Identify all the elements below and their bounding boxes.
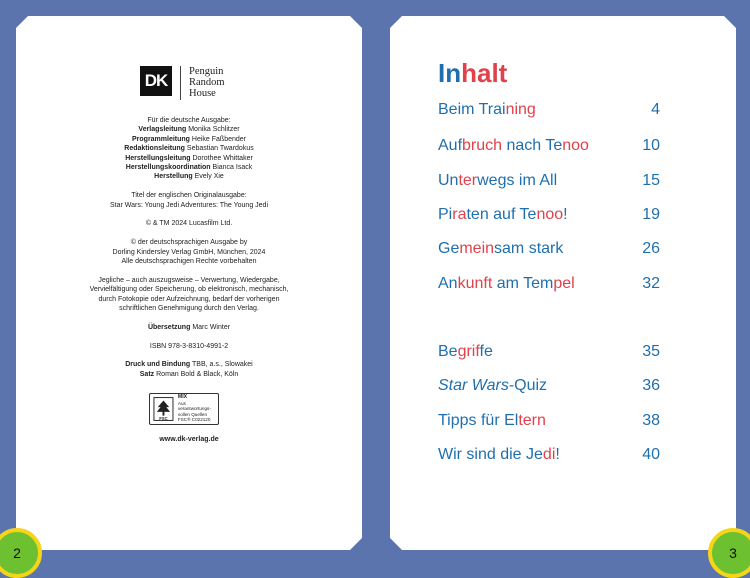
toc-entry[interactable] [438,343,660,361]
toc-entry-page: 10 [642,137,660,154]
toc-entry-title: Wir sind die Jedi! [438,446,560,463]
copyright-line: Alle deutschsprachigen Rechte vorbehalten [121,258,257,266]
toc-entry[interactable] [438,101,660,119]
toc-entry-title: Star Wars-Quiz [438,377,548,394]
toc-entry[interactable] [438,446,660,464]
toc-entry-title: Tipps für Eltern [438,412,546,429]
toc-entry[interactable] [438,206,660,224]
copyright-line: Dorling Kindersley Verlag GmbH, München, 2024 [112,248,266,256]
toc-entry[interactable] [438,240,660,258]
edition-note: Für die deutsche Ausgabe: [147,117,231,124]
toc-entry-page: 35 [642,343,660,360]
svg-text:FSC: FSC [159,415,168,421]
toc-entry[interactable] [438,137,660,155]
fsc-tree-icon [153,396,174,422]
toc-entry-title: Aufbruch nach Tenoo [438,137,589,154]
fsc-text: MIX Aus verantwortungs- vollen Quellen FSC® C022120 [177,394,211,423]
credit-line: Herstellungskoordination Bianca Isack [125,164,253,172]
credit-line: Herstellung Evely Xie [154,173,224,181]
credit-line: Verlagsleitung Monika Schlitzer [138,126,240,134]
toc-entry-page: 19 [642,206,660,223]
fsc-label [149,393,219,425]
penguin-random-house-text: Penguin Random House [189,66,225,99]
toc-entry-title: Beim Training [438,101,536,118]
translation-line: Übersetzung Marc Winter [147,323,231,331]
toc-entry[interactable] [438,377,660,395]
copyright-line: © der deutschsprachigen Ausgabe by [130,239,248,247]
publisher-logo [140,66,225,100]
typesetting-line: Satz Roman Bold & Black, Köln [139,370,239,378]
toc-entry-title: Ankunft am Tempel [438,275,575,292]
toc-entry-page: 4 [651,101,660,118]
isbn: ISBN 978-3-8310-4991-2 [149,342,229,350]
page-number-right: 3 [708,528,750,578]
toc-entry-page: 32 [642,275,660,292]
website-link[interactable]: www.dk-verlag.de [159,436,219,443]
legal-line: Vervielfältigung oder Speicherung, ob elektronisch, mechanisch, [89,286,289,294]
original-title-label: Titel der englischen Originalausgabe: [131,192,247,200]
toc-entry-page: 36 [642,377,660,394]
credit-line: Redaktionsleitung Sebastian Twardokus [124,145,254,153]
legal-line: Jegliche – auch auszugsweise – Verwertung, Wiedergabe, [98,276,280,284]
toc-entry-title: Unterwegs im All [438,172,558,189]
original-title: Star Wars: Young Jedi Adventures: The Young Jedi [110,201,268,209]
toc-entry-page: 15 [642,172,660,189]
toc-entry-title: Gemeinsam stark [438,240,564,257]
toc-entry-title: Begriffe [438,343,493,360]
toc-entry[interactable] [438,172,660,190]
legal-line: schriftlichen Genehmigung durch den Verlag. [119,305,259,313]
print-line: Druck und Bindung TBB, a.s., Slowakei [125,361,253,369]
credit-line: Herstellungsleitung Dorothee Whittaker [125,154,253,162]
trademark-line: © & TM 2024 Lucasfilm Ltd. [145,220,233,228]
credit-line: Programmleitung Heike Faßbender [132,135,246,143]
toc-entry-page: 38 [642,412,660,429]
toc-entry[interactable] [438,412,660,430]
logo-divider [180,66,181,100]
toc-entry[interactable] [438,275,660,293]
toc-title: Inhalt [438,58,508,88]
page-number-left: 2 [0,528,42,578]
imprint-block [16,116,362,379]
dk-logo: DK [140,66,172,96]
toc-entry-title: Piraten auf Tenoo! [438,206,568,223]
toc-entry-page: 26 [642,240,660,257]
legal-line: durch Fotokopie oder Aufzeichnung, bedarf der vorherigen [98,295,280,303]
toc-entry-page: 40 [642,446,660,463]
